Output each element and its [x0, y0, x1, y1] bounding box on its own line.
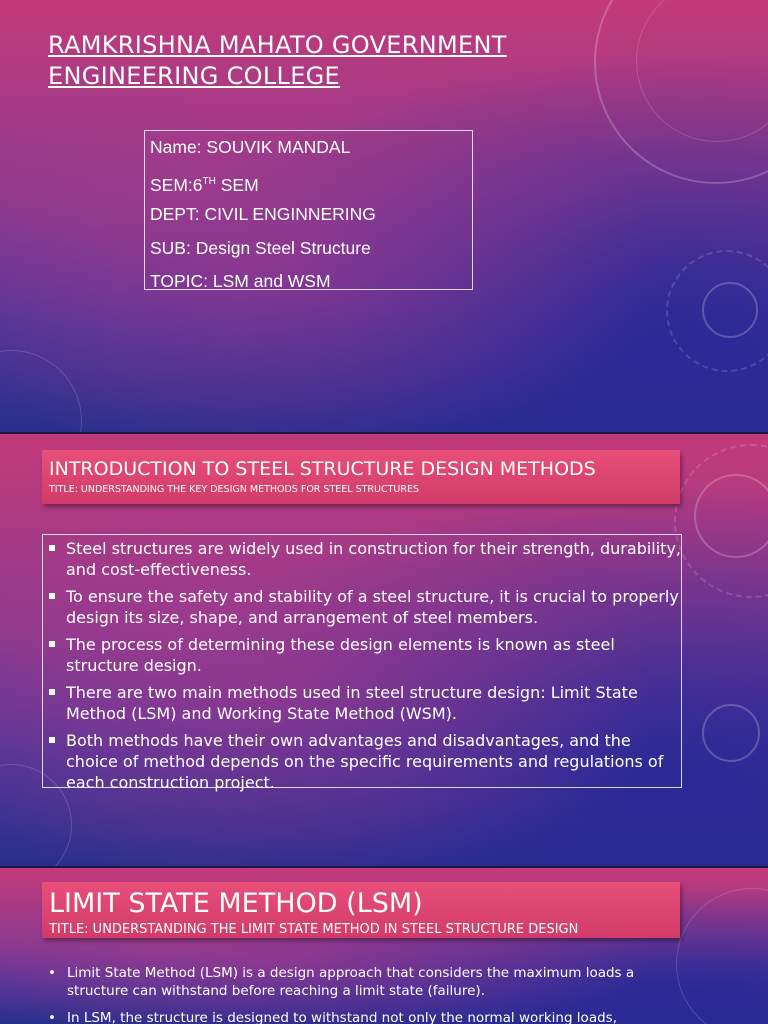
content-box [42, 534, 682, 792]
slide-subtitle: TITLE: UNDERSTANDING THE LIMIT STATE METHOD IN STEEL STRUCTURE DESIGN [49, 922, 579, 937]
subject: SUB: Design Steel Structure [150, 237, 371, 258]
semester-superscript: TH [202, 175, 216, 187]
student-name: Name: SOUVIK MANDAL [150, 137, 351, 157]
bullet-item: • Limit State Method (LSM) is a design approach that considers the maximum loads a structure can withstand before reaching a limit state (failure). [46, 964, 676, 1000]
bullet-item: • In LSM, the structure is designed to withstand not only the normal working loads, [46, 1009, 676, 1024]
decor-ring-icon [0, 350, 82, 432]
college-line-1: RAMKRISHNA MAHATO GOVERNMENT [48, 31, 507, 59]
bullet-item: Steel structures are widely used in construction for their strength, durability, and cost-effectiveness. [43, 538, 681, 580]
student-department: DEPT: CIVIL ENGINNERING [150, 204, 376, 225]
slide-title: LIMIT STATE METHOD (LSM) [49, 888, 423, 919]
decor-ring-icon [666, 250, 768, 372]
topic: TOPIC: LSM and WSM [150, 271, 331, 290]
bullet-list [43, 538, 681, 793]
bullet-item: To ensure the safety and stability of a steel structure, it is crucial to properly design its size, shape, and arrangement of steel members. [43, 586, 681, 628]
semester-suffix: SEM [215, 174, 259, 195]
slide-title [0, 0, 768, 432]
student-semester [145, 165, 472, 199]
slide-subtitle: TITLE: UNDERSTANDING THE KEY DESIGN METHODS FOR STEEL STRUCTURES [49, 484, 419, 495]
bullet-item: The process of determining these design elements is known as steel structure design. [43, 634, 681, 676]
section-title-bar [42, 882, 680, 938]
slide-lsm [0, 868, 768, 1024]
section-title-bar [42, 450, 680, 504]
decor-ring-icon [674, 444, 768, 598]
college-line-2: ENGINEERING COLLEGE [48, 62, 341, 90]
decor-ring-icon [702, 704, 760, 762]
bullet-list [46, 964, 676, 1024]
student-info-box [144, 130, 473, 290]
decor-ring-icon [676, 888, 768, 1024]
slide-introduction [0, 434, 768, 866]
slide-title: INTRODUCTION TO STEEL STRUCTURE DESIGN METHODS [49, 458, 596, 480]
bullet-item: There are two main methods used in steel structure design: Limit State Method (LSM) and Working State Method (WSM). [43, 682, 681, 724]
bullet-item: Both methods have their own advantages and disadvantages, and the choice of method depends on the specific requirements and regulations of each construction project. [43, 730, 681, 793]
college-name [48, 30, 507, 92]
semester-prefix: SEM:6 [150, 174, 203, 195]
